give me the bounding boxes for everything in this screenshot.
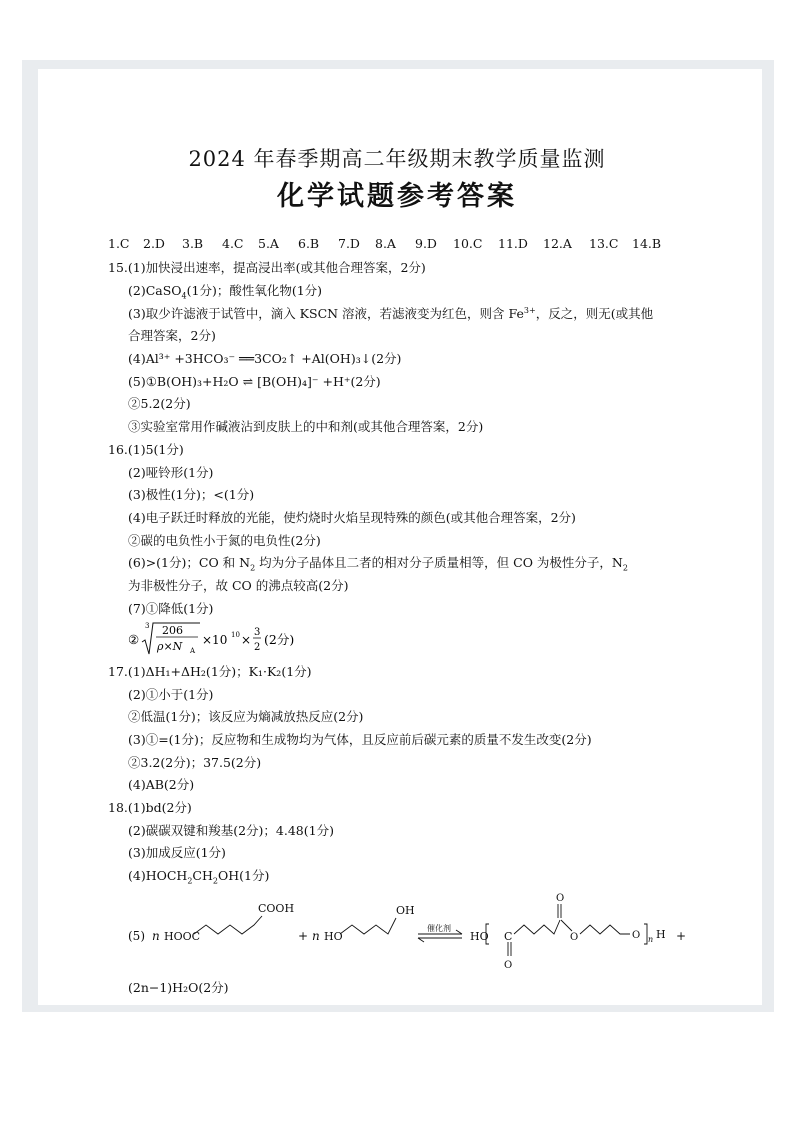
ester-oxygen: O — [570, 932, 579, 943]
q15-line2: (2)CaSO$_4$(1分)；酸性氧化物(1分) — [128, 283, 323, 301]
lattice-formula — [128, 620, 328, 660]
carbonyl-c: C — [504, 930, 513, 943]
end-oxygen: O — [632, 930, 641, 941]
formula-exp: 10 — [231, 631, 240, 639]
exam-subtitle: 化学试题参考答案 — [277, 181, 517, 212]
mc-answer: 14.B — [632, 236, 662, 251]
q15-line4: (4)Al³⁺ +3HCO₃⁻ ══3CO₂↑ +Al(OH)₃↓(2分) — [128, 351, 402, 366]
adipic-chain — [194, 916, 262, 934]
plus-sign-1: + — [298, 929, 309, 943]
q15-line3-cont: 合理答案，2分) — [128, 328, 216, 343]
q15-line5: (5)①B(OH)₃+H₂O ⇌ [B(OH)₄]⁻ +H⁺(2分) — [128, 374, 381, 389]
q15-line1: 15.(1)加快浸出速率，提高浸出率(或其他合理答案，2分) — [108, 260, 426, 275]
formula-den2: 2 — [254, 642, 261, 653]
mc-answer: 7.D — [338, 236, 360, 251]
repeat-n: n — [648, 935, 654, 944]
carbonyl-o-bottom: O — [504, 960, 513, 971]
formula-prefix: ② — [128, 632, 140, 647]
mc-answer: 1.C — [108, 236, 130, 251]
mc-answer: 11.D — [498, 236, 528, 251]
diol-chain — [340, 918, 396, 934]
q18-line3: (3)加成反应(1分) — [128, 845, 226, 860]
mc-answer: 6.B — [298, 236, 320, 251]
q18-line2: (2)碳碳双键和羧基(2分)；4.48(1分) — [128, 823, 334, 838]
q17-line5: ②3.2(2分)；37.5(2分) — [128, 755, 262, 770]
product-ho: HO — [470, 930, 489, 943]
formula-denominator: ρ×N — [157, 640, 183, 653]
coefficient-n2: n — [312, 929, 320, 943]
q18-line6: (2n−1)H₂O(2分) — [128, 980, 229, 995]
q17-line3: ②低温(1分)；该反应为熵减放热反应(2分) — [128, 709, 364, 724]
mc-answer: 3.B — [182, 236, 204, 251]
formula-num2: 3 — [254, 627, 261, 638]
q17-line1: 17.(1)ΔH₁+ΔH₂(1分)；K₁·K₂(1分) — [108, 664, 312, 679]
formula-den-sub: A — [190, 647, 196, 655]
mc-answer: 9.D — [415, 236, 437, 251]
mc-answer: 2.D — [143, 236, 165, 251]
bracket-right — [644, 924, 647, 944]
q15-line7: ③实验室常用作碱液沾到皮肤上的中和剂(或其他合理答案，2分) — [128, 419, 484, 434]
q16-line8: (7)①降低(1分) — [128, 601, 214, 616]
mc-answer: 12.A — [543, 236, 572, 251]
q16-line1: 16.(1)5(1分) — [108, 442, 184, 457]
product-diol-chain — [580, 925, 630, 934]
q18-line4: $(4)HOCH_2CH_2OH(1$分) — [128, 868, 270, 886]
mc-answer: 13.C — [589, 236, 619, 251]
mc-answer: 4.C — [222, 236, 244, 251]
root-index: 3 — [145, 622, 150, 630]
catalyst-label: 催化剂 — [427, 924, 451, 933]
mc-answer: 10.C — [453, 236, 483, 251]
q18-line1: 18.(1)bd(2分) — [108, 800, 192, 815]
product-acid-chain — [514, 920, 560, 934]
cooh-group: COOH — [258, 902, 295, 915]
end-h: H — [656, 928, 666, 941]
formula-points: (2分) — [264, 632, 295, 647]
diol-ho: HO — [324, 930, 343, 943]
q15-line3: (3)取少许滤液于试管中，滴入 KSCN 溶液，若滤液变为红色，则含 $Fe^{3+}$，反之，则无(或其他 — [128, 305, 654, 321]
q16-line2: (2)哑铃形(1分) — [128, 465, 214, 480]
ester-link — [561, 920, 572, 931]
q16-line6: (6)>(1分)；CO 和 $N_2$ 均为分子晶体且二者的相对分子质量相等，但 CO 为极性分子，$N_2$ — [128, 555, 628, 573]
q15-line6: ②5.2(2分) — [128, 396, 191, 411]
formula-times2: × — [241, 633, 252, 647]
plus-sign-2: + — [676, 929, 687, 943]
formula-times: ×10 — [202, 633, 228, 647]
arrow-head-upper — [456, 930, 462, 934]
q16-line4: (4)电子跃迁时释放的光能，使灼烧时火焰呈现特殊的颜色(或其他合理答案，2分) — [128, 510, 576, 525]
q16-line5: ②碳的电负性小于氮的电负性(2分) — [128, 533, 321, 548]
reaction-label: (5) — [128, 929, 145, 943]
q16-line3: (3)极性(1分)；<(1分) — [128, 487, 255, 502]
q17-line4: (3)①=(1分)；反应物和生成物均为气体，且反应前后碳元素的质量不发生改变(2分) — [128, 732, 592, 747]
exam-title: 2024 年春季期高二年级期末教学质量监测 — [188, 147, 606, 171]
carbonyl-o-top: O — [556, 893, 565, 904]
hooc-group: HOOC — [164, 930, 201, 943]
diol-oh: OH — [396, 904, 415, 917]
q17-line6: (4)AB(2分) — [128, 777, 195, 792]
polymerization-reaction — [100, 888, 720, 978]
q16-line7: 为非极性分子，故 CO 的沸点较高(2分) — [128, 578, 349, 593]
mc-answer: 8.A — [375, 236, 396, 251]
formula-numerator: 206 — [162, 624, 183, 637]
coefficient-n1: n — [152, 929, 160, 943]
q17-line2: (2)①小于(1分) — [128, 687, 214, 702]
arrow-head-lower — [418, 938, 424, 942]
mc-answer: 5.A — [258, 236, 279, 251]
